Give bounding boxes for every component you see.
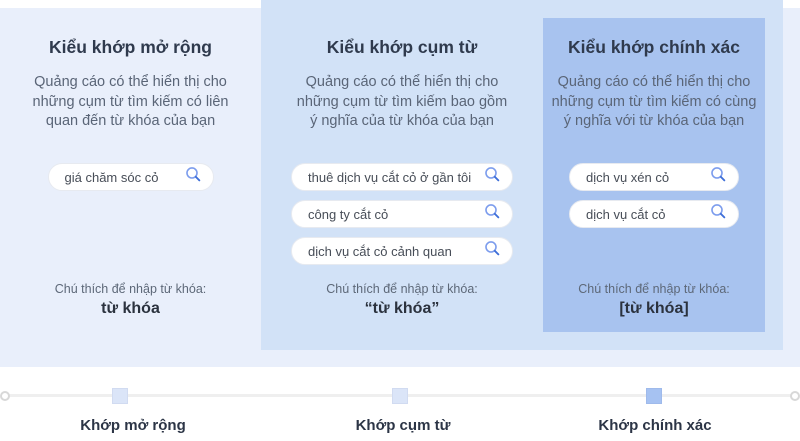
panel-title: Kiểu khớp chính xác <box>568 37 740 57</box>
timeline-label-broad: Khớp mở rộng <box>80 417 186 434</box>
search-query-text: dịch vụ xén cỏ <box>586 169 670 185</box>
panel-title: Kiểu khớp mở rộng <box>49 37 212 57</box>
timeline-label-phrase: Khớp cụm từ <box>355 417 451 434</box>
search-icon <box>484 240 501 262</box>
timeline-marker-exact <box>646 388 662 404</box>
search-query-text: thuê dịch vụ cắt cỏ ở gần tôi <box>308 169 472 185</box>
annotation-value: từ khóa <box>101 300 160 317</box>
broad-match-panel <box>0 0 261 367</box>
annotation-note: Chú thích để nhập từ khóa: <box>578 282 730 296</box>
timeline-marker-phrase <box>392 388 408 404</box>
timeline-marker-broad <box>112 388 128 404</box>
annotation-note: Chú thích để nhập từ khóa: <box>54 282 207 296</box>
annotation-value: [từ khóa] <box>619 300 689 317</box>
annotation-value: “từ khóa” <box>364 300 440 317</box>
search-example-pill[interactable] <box>291 163 513 191</box>
search-examples <box>261 163 543 265</box>
search-example-pill[interactable] <box>569 163 739 191</box>
panel-title: Kiểu khớp cụm từ <box>326 37 478 57</box>
search-examples <box>0 163 261 191</box>
phrase-match-panel <box>261 0 543 367</box>
search-icon <box>710 166 727 188</box>
search-icon <box>484 203 501 225</box>
search-query-text: giá chăm sóc cỏ <box>64 169 159 185</box>
search-examples <box>543 163 765 228</box>
panel-description: Quảng cáo có thể hiển thị cho những cụm từ tìm kiếm có cùng ý nghĩa với từ khóa của bạn <box>551 74 757 129</box>
search-example-pill[interactable] <box>291 237 513 265</box>
search-icon <box>185 166 202 188</box>
search-icon <box>710 203 727 225</box>
search-query-text: công ty cắt cỏ <box>308 206 389 222</box>
timeline-endpoint-left <box>0 391 10 401</box>
panel-description: Quảng cáo có thể hiển thị cho những cụm từ tìm kiếm có liên quan đến từ khóa của bạn <box>32 74 229 129</box>
search-query-text: dịch vụ cắt cỏ <box>586 206 666 222</box>
timeline-track <box>5 394 795 397</box>
panel-description: Quảng cáo có thể hiển thị cho những cụm từ tìm kiếm bao gồm ý nghĩa của từ khóa của bạn <box>296 74 508 129</box>
annotation-note: Chú thích để nhập từ khóa: <box>326 282 478 296</box>
search-query-text: dịch vụ cắt cỏ cảnh quan <box>308 243 452 259</box>
exact-match-panel <box>543 0 765 367</box>
search-example-pill[interactable] <box>569 200 739 228</box>
timeline-endpoint-right <box>790 391 800 401</box>
timeline-label-exact: Khớp chính xác <box>598 417 712 434</box>
search-icon <box>484 166 501 188</box>
search-example-pill[interactable] <box>48 163 214 191</box>
search-example-pill[interactable] <box>291 200 513 228</box>
